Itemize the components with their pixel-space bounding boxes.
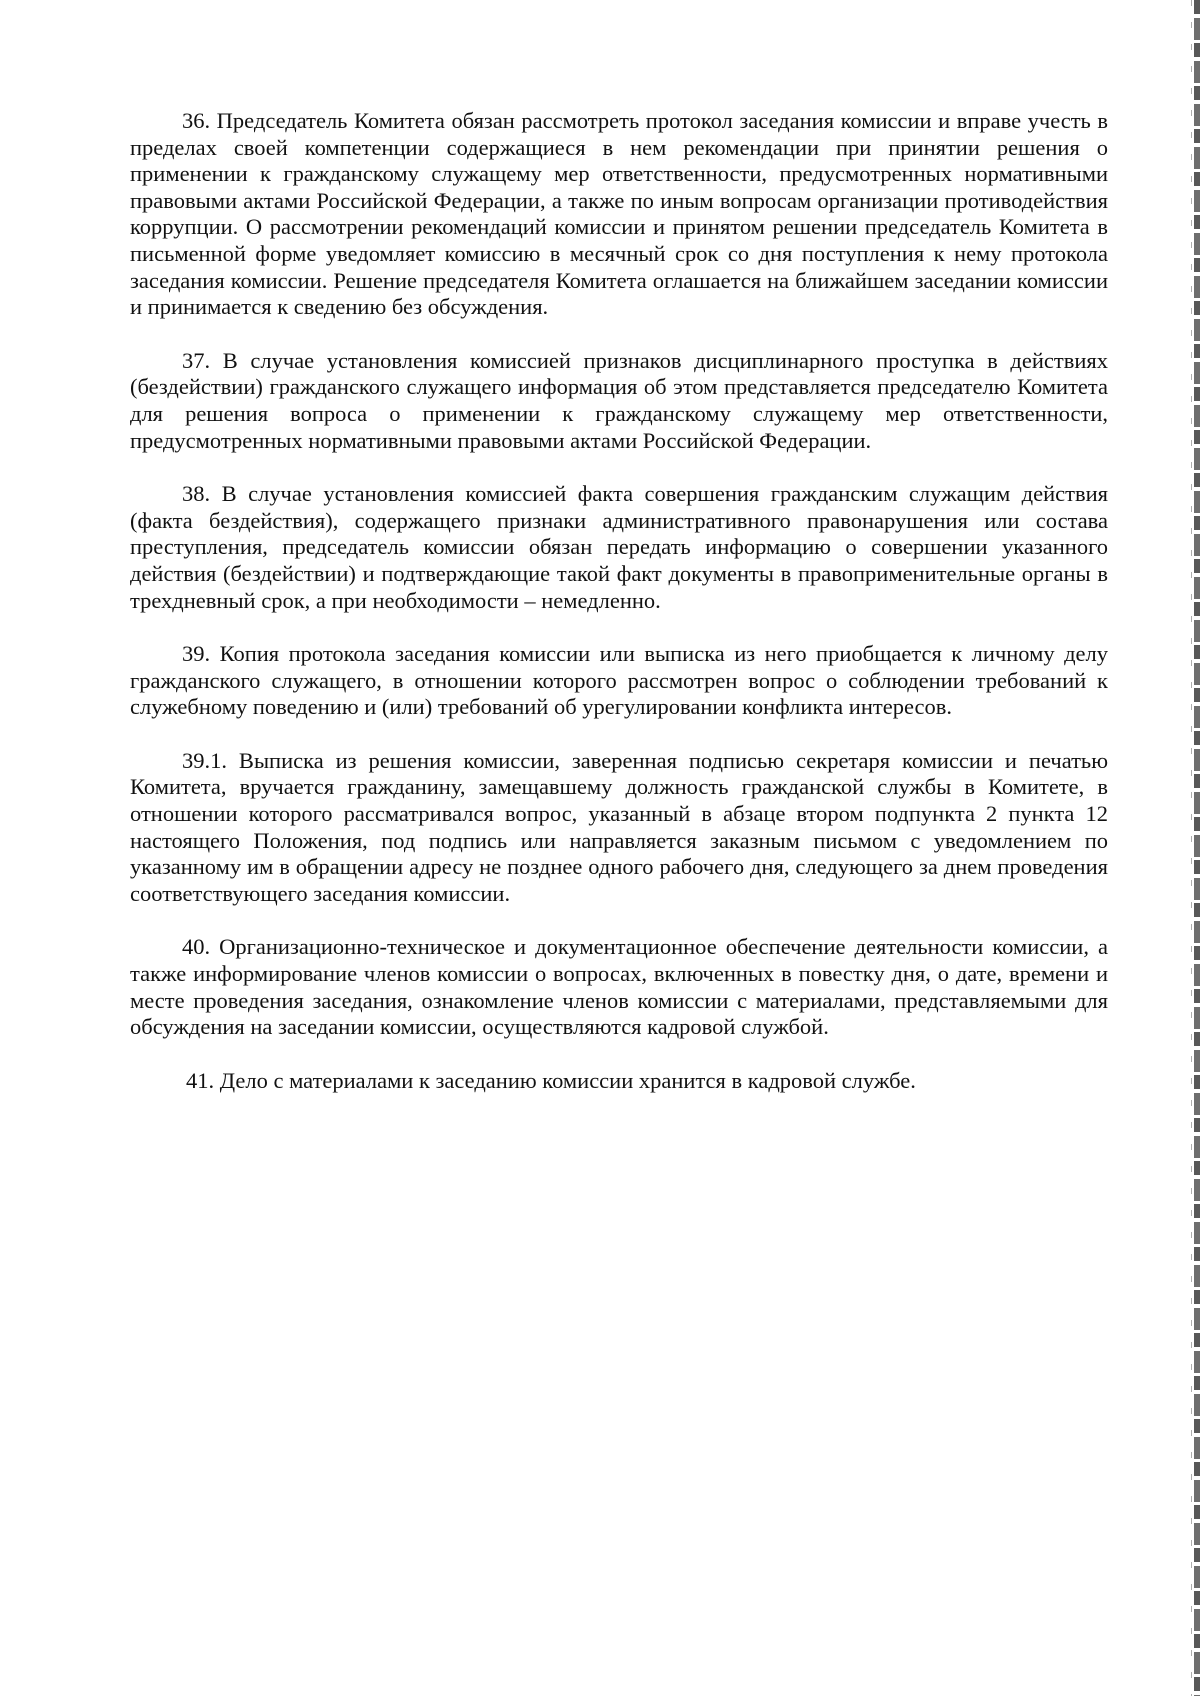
scan-edge-line: [1191, 0, 1192, 1696]
paragraph-41: 41. Дело с материалами к заседанию комиссии хранится в кадровой службе.: [186, 1067, 916, 1093]
paragraph-39-1: 39.1. Выписка из решения комиссии, заверенная подписью секретаря комиссии и печатью Комитета, вручается гражданину, замещавшему должность гражданской службы в Комитете, в отношении которого рассматривался вопрос, указанный в абзаце втором подпункта 2 пункта 12 настоящего Положения, под подпись или направляется заказным письмом с уведомлением по указанному им в обращении адресу не позднее одного рабочего дня, следующего за днем проведения соответствующего заседания комиссии.: [130, 747, 1108, 906]
document-body: [130, 108, 1108, 1121]
paragraph-39: 39. Копия протокола заседания комиссии или выписка из него приобщается к личному делу гражданского служащего, в отношении которого рассмотрен вопрос о соблюдении требований к служебному поведению и (или) требований об урегулировании конфликта интересов.: [130, 641, 1108, 720]
paragraph-38: 38. В случае установления комиссией факта совершения гражданским служащим действия (факта бездействия), содержащего признаки административного правонарушения или состава преступления, председатель комиссии обязан передать информацию о совершении указанного действия (бездействии) и подтверждающие такой факт документы в правоприменительные органы в трехдневный срок, а при необходимости – немедленно.: [130, 481, 1108, 613]
paragraph-36: 36. Председатель Комитета обязан рассмотреть протокол заседания комиссии и вправе учесть в пределах своей компетенции содержащиеся в нем рекомендации при принятии решения о применении к гражданскому служащему мер ответственности, предусмотренных нормативными правовыми актами Российской Федерации, а также по иным вопросам организации противодействия коррупции. О рассмотрении рекомендаций комиссии и принятом решении председатель Комитета в письменной форме уведомляет комиссию в месячный срок со дня поступления к нему протокола заседания комиссии. Решение председателя Комитета оглашается на ближайшем заседании комиссии и принимается к сведению без обсуждения.: [130, 108, 1108, 320]
scan-edge-artifact: [1194, 0, 1200, 1696]
paragraph-37: 37. В случае установления комиссией признаков дисциплинарного проступка в действиях (бездействии) гражданского служащего информация об этом представляется председателю Комитета для решения вопроса о применении к гражданскому служащему мер ответственности, предусмотренных нормативными правовыми актами Российской Федерации.: [130, 347, 1108, 453]
paragraph-40: 40. Организационно-техническое и документационное обеспечение деятельности комиссии, а также информирование членов комиссии о вопросах, включенных в повестку дня, о дате, времени и месте проведения заседания, ознакомление членов комиссии с материалами, представляемыми для обсуждения на заседании комиссии, осуществляются кадровой службой.: [130, 934, 1108, 1040]
